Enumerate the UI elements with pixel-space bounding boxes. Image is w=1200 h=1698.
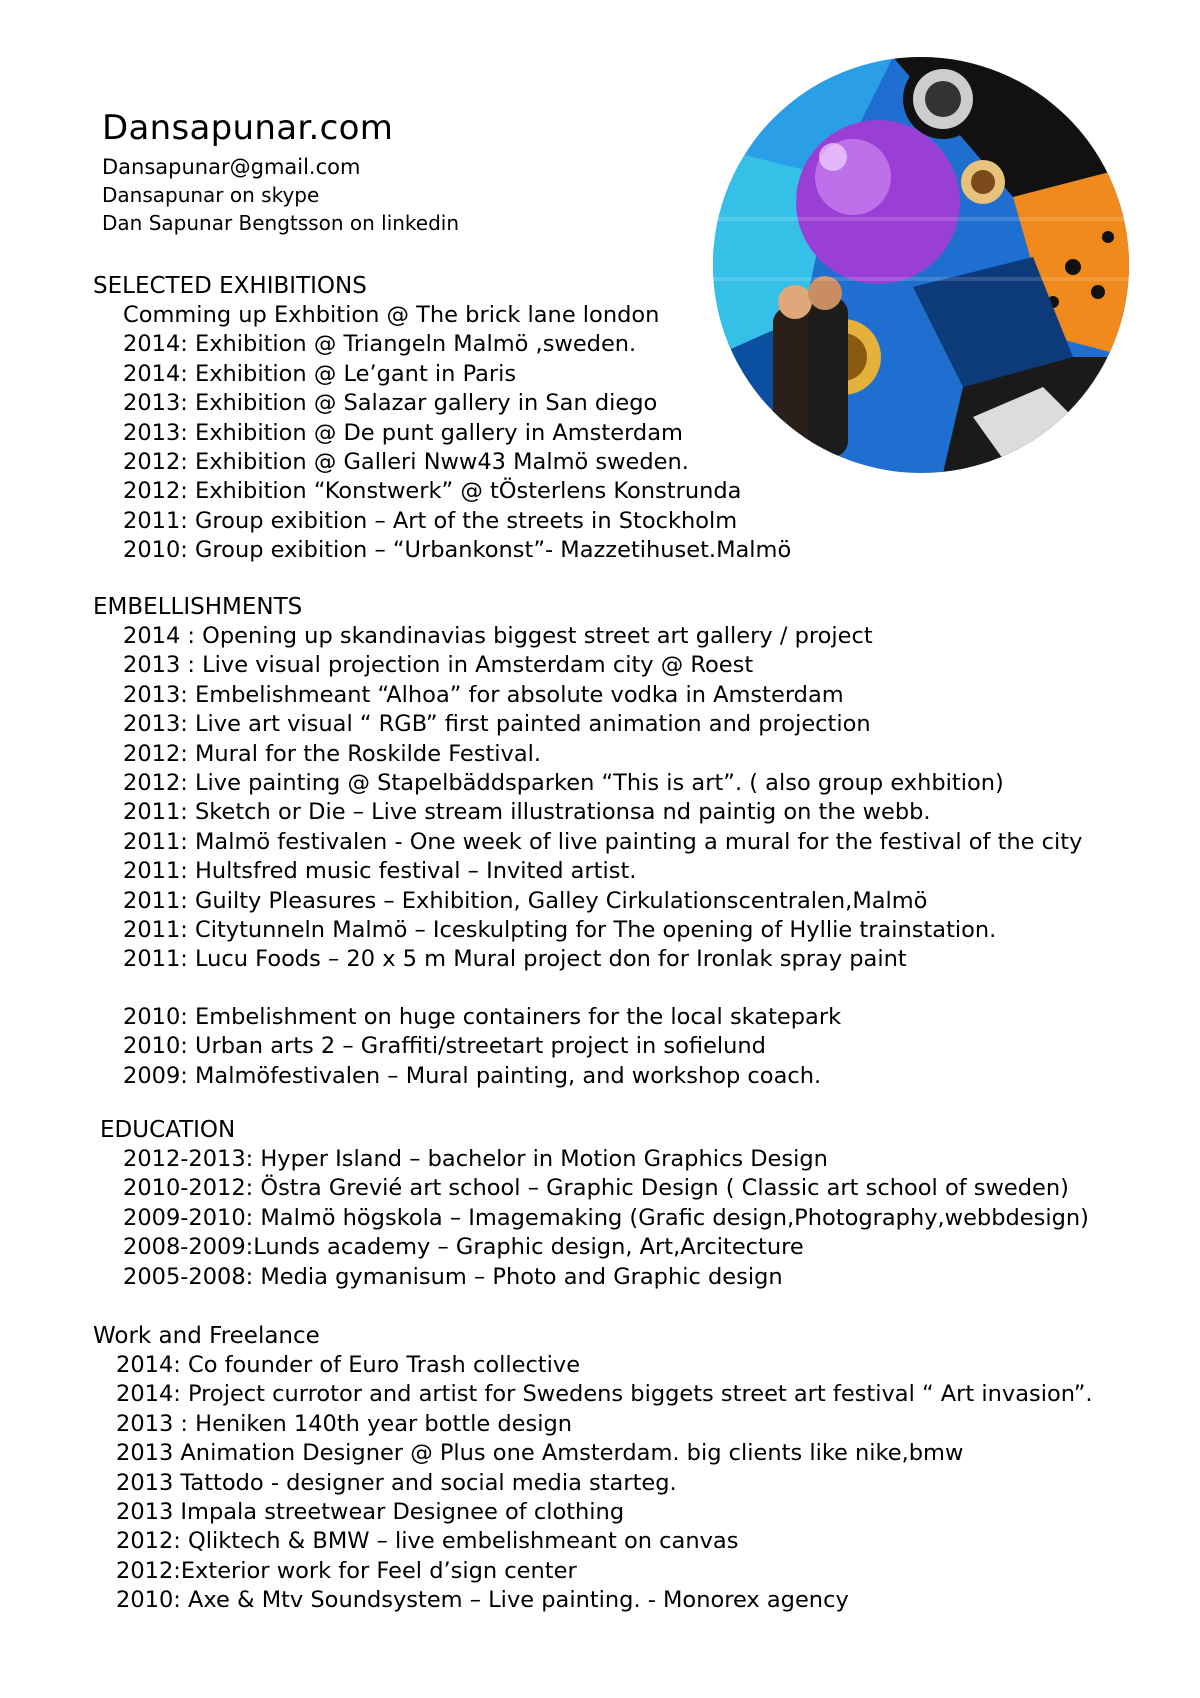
section-selected-exhibitions xyxy=(93,272,791,566)
list-item: 2012: Qliktech & BMW – live embelishmeant on canvas xyxy=(116,1528,739,1555)
site-title: Dansapunar.com xyxy=(102,108,394,148)
list-item: Comming up Exhbition @ The brick lane london xyxy=(123,302,660,328)
list-item: 2010-2012: Östra Grevié art school – Graphic Design ( Classic art school of sweden) xyxy=(123,1175,1069,1202)
list-item: 2013 : Live visual projection in Amsterdam city @ Roest xyxy=(123,652,754,679)
list-item: 2013 Tattodo - designer and social media starteg. xyxy=(116,1469,677,1496)
list-item: 2014: Project currotor and artist for Swedens biggets street art festival “ Art invasion”. xyxy=(116,1381,1093,1408)
list-item: 2010: Group exibition – “Urbankonst”- Mazzetihuset.Malmö xyxy=(123,537,792,564)
contact-list xyxy=(102,153,459,237)
section-heading: EDUCATION xyxy=(100,1117,236,1143)
list-item: 2011: Malmö festivalen - One week of live painting a mural for the festival of the city xyxy=(123,828,1083,855)
list-item: 2011: Hultsfred music festival – Invited artist. xyxy=(123,858,637,885)
list-item: 2012:Exterior work for Feel d’sign center xyxy=(116,1557,577,1584)
section-heading: SELECTED EXHIBITIONS xyxy=(93,273,367,299)
list-item: 2012: Exhibition @ Galleri Nww43 Malmö sweden. xyxy=(123,449,689,476)
list-item: 2014: Exhibition @ Triangeln Malmö ,sweden. xyxy=(123,331,637,358)
contact-email: Dansapunar@gmail.com xyxy=(102,155,361,179)
list-item: 2005-2008: Media gymanisum – Photo and Graphic design xyxy=(123,1263,783,1290)
list-item: 2013: Exhibition @ Salazar gallery in San diego xyxy=(123,390,658,417)
list-item: 2014: Co founder of Euro Trash collective xyxy=(116,1352,581,1378)
list-item: 2013: Live art visual “ RGB” first painted animation and projection xyxy=(123,711,871,738)
work-list xyxy=(93,1351,1093,1616)
list-item: 2011: Group exibition – Art of the streets in Stockholm xyxy=(123,507,738,534)
education-list xyxy=(93,1145,1089,1292)
list-item: 2010: Axe & Mtv Soundsystem – Live painting. - Monorex agency xyxy=(116,1587,849,1614)
list-item: 2013: Embelishmeant “Alhoa” for absolute vodka in Amsterdam xyxy=(123,681,844,708)
list-item: 2009-2010: Malmö högskola – Imagemaking (Grafic design,Photography,webbdesign) xyxy=(123,1204,1089,1231)
list-item: 2010: Urban arts 2 – Graffiti/streetart project in sofielund xyxy=(123,1033,766,1060)
section-heading: EMBELLISHMENTS xyxy=(93,594,303,620)
list-item: 2012: Exhibition “Konstwerk” @ tÖsterlens Konstrunda xyxy=(123,478,742,505)
list-item: 2010: Embelishment on huge containers for the local skatepark xyxy=(123,1003,842,1030)
list-item: 2011: Sketch or Die – Live stream illustrationsa nd paintig on the webb. xyxy=(123,799,931,826)
list-item: 2014 : Opening up skandinavias biggest street art gallery / project xyxy=(123,623,873,649)
list-item: 2012: Mural for the Roskilde Festival. xyxy=(123,740,542,767)
embellishments-list xyxy=(93,622,1082,1091)
list-item: 2013: Exhibition @ De punt gallery in Amsterdam xyxy=(123,419,683,446)
list-item: 2013 Animation Designer @ Plus one Amsterdam. big clients like nike,bmw xyxy=(116,1440,964,1467)
list-item: 2008-2009:Lunds academy – Graphic design, Art,Arcitecture xyxy=(123,1234,804,1261)
section-embellishments xyxy=(93,593,1082,1091)
list-item: 2011: Lucu Foods – 20 x 5 m Mural project don for Ironlak spray paint xyxy=(123,946,907,973)
list-item: 2014: Exhibition @ Le’gant in Paris xyxy=(123,360,517,387)
list-item: 2012-2013: Hyper Island – bachelor in Motion Graphics Design xyxy=(123,1146,828,1172)
section-heading: Work and Freelance xyxy=(93,1323,320,1349)
list-item: 2009: Malmöfestivalen – Mural painting, and workshop coach. xyxy=(123,1062,822,1089)
list-item: 2012: Live painting @ Stapelbäddsparken “This is art”. ( also group exhbition) xyxy=(123,770,1004,797)
list-item: 2013 : Heniken 140th year bottle design xyxy=(116,1410,573,1437)
section-work-and-freelance xyxy=(93,1322,1093,1616)
contact-skype: Dansapunar on skype xyxy=(102,183,320,207)
list-item: 2011: Citytunneln Malmö – Iceskulpting for The opening of Hyllie trainstation. xyxy=(123,917,997,944)
section-education xyxy=(93,1116,1089,1292)
exhibitions-list xyxy=(93,301,791,566)
contact-linkedin: Dan Sapunar Bengtsson on linkedin xyxy=(102,211,460,235)
list-item: 2013 Impala streetwear Designee of clothing xyxy=(116,1499,625,1526)
list-item: 2011: Guilty Pleasures – Exhibition, Galley Cirkulationscentralen,Malmö xyxy=(123,887,928,914)
